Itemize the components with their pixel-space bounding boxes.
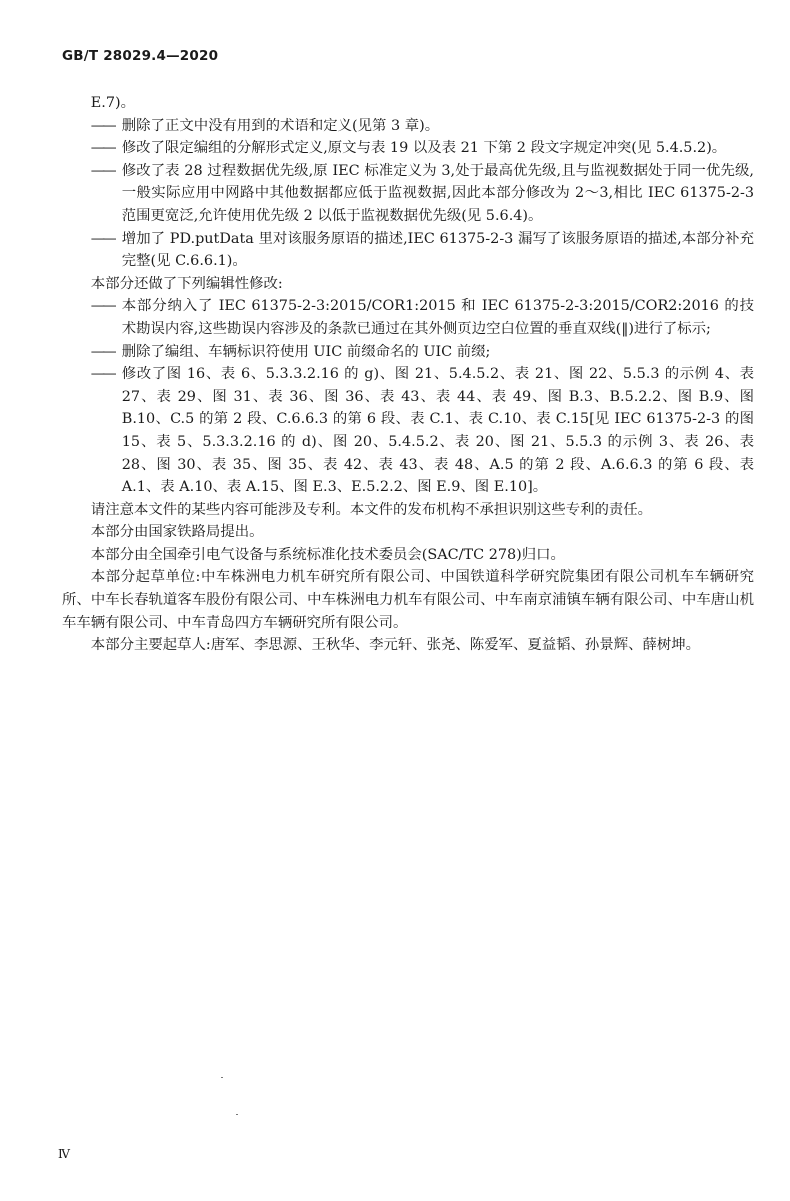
editorial-item-text: 修改了图 16、表 6、5.3.3.2.16 的 g)、图 21、5.4.5.2、表 21、图 22、5.5.3 的示例 4、表 27、表 29、图 31、表 36、图 36、表 43、表 44、表 49、图 B.3、B.5.2.2、图 B.9、图 B.10、C.5 的第 2 段、C.6.6.3 的第 6 段、表 C.1、表 C.10、表 C.15[见 IEC 61375-2-3 的图 15、表 5、5.3.3.2.16 的 d)、图 20、5.4.5.2、表 20、图 21、5.5.3 的示例 3、表 26、表 28、图 30、表 35、图 35、表 42、表 43、表 48、A.5 的第 2 段、A.6.6.3 的第 6 段、表 A.1、表 A.10、表 A.15、图 E.3、E.5.2.2、图 E.9、图 E.10]。 xyxy=(121,366,754,496)
change-item-text: 修改了表 28 过程数据优先级,原 IEC 标准定义为 3,处于最高优先级,且与监视数据处于同一优先级,一般实际应用中网路中其他数据都应低于监视数据,因此本部分修改为 2～3,相比 IEC 61375-2-3 范围更宽泛,允许使用优先级 2 以低于监视数据优先级(见 5.6.4)。 xyxy=(121,162,754,224)
change-item-text: 修改了限定编组的分解形式定义,原文与表 19 以及表 21 下第 2 段文字规定冲突(见 5.4.5.2)。 xyxy=(121,140,727,157)
scan-speck xyxy=(221,1077,223,1078)
editorial-item xyxy=(62,295,754,340)
dash-mark: —— xyxy=(90,140,114,157)
change-item xyxy=(62,115,754,138)
dash-mark: —— xyxy=(90,117,114,134)
change-item xyxy=(62,137,754,160)
change-item xyxy=(62,228,754,273)
editorial-changes-intro: 本部分还做了下列编辑性修改: xyxy=(90,275,283,292)
document-body xyxy=(62,92,754,657)
editorial-item xyxy=(62,341,754,364)
change-item xyxy=(62,160,754,228)
continuation-line: E.7)。 xyxy=(90,95,136,111)
dash-mark: —— xyxy=(90,162,114,179)
dash-mark: —— xyxy=(90,230,114,247)
committee-statement: 本部分由全国牵引电气设备与系统标准化技术委员会(SAC/TC 278)归口。 xyxy=(90,546,565,563)
standard-number-header: GB/T 28029.4—2020 xyxy=(62,48,219,64)
change-item-text: 增加了 PD.putData 里对该服务原语的描述,IEC 61375-2-3 漏写了该服务原语的描述,本部分补充完整(见 C.6.6.1)。 xyxy=(121,230,754,270)
dash-mark: —— xyxy=(90,366,114,383)
dash-mark: —— xyxy=(90,298,114,315)
editorial-item-text: 本部分纳入了 IEC 61375-2-3:2015/COR1:2015 和 IEC 61375-2-3:2015/COR2:2016 的技术勘误内容,这些勘误内容涉及的条款已通过在其外侧页边空白位置的垂直双线(‖)进行了标示; xyxy=(121,298,754,337)
proposer-statement: 本部分由国家铁路局提出。 xyxy=(90,524,264,541)
patent-notice: 请注意本文件的某些内容可能涉及专利。本文件的发布机构不承担识别这些专利的责任。 xyxy=(90,501,653,518)
change-item-text: 删除了正文中没有用到的术语和定义(见第 3 章)。 xyxy=(121,117,440,134)
main-drafters: 本部分主要起草人:唐军、李思源、王秋华、李元轩、张尧、陈爱军、夏益韬、孙景辉、薛树坤。 xyxy=(90,637,701,654)
page-number: Ⅳ xyxy=(58,1147,70,1161)
dash-mark: —— xyxy=(90,343,114,360)
editorial-item-text: 删除了编组、车辆标识符使用 UIC 前缀命名的 UIC 前缀; xyxy=(121,343,491,360)
scan-speck xyxy=(236,1114,238,1115)
drafting-organizations: 本部分起草单位:中车株洲电力机车研究所有限公司、中国铁道科学研究院集团有限公司机车车辆研究所、中车长春轨道客车股份有限公司、中车株洲电力机车有限公司、中车南京浦镇车辆有限公司、中车唐山机车车辆有限公司、中车青岛四方车辆研究所有限公司。 xyxy=(62,569,754,631)
editorial-item xyxy=(62,363,754,499)
